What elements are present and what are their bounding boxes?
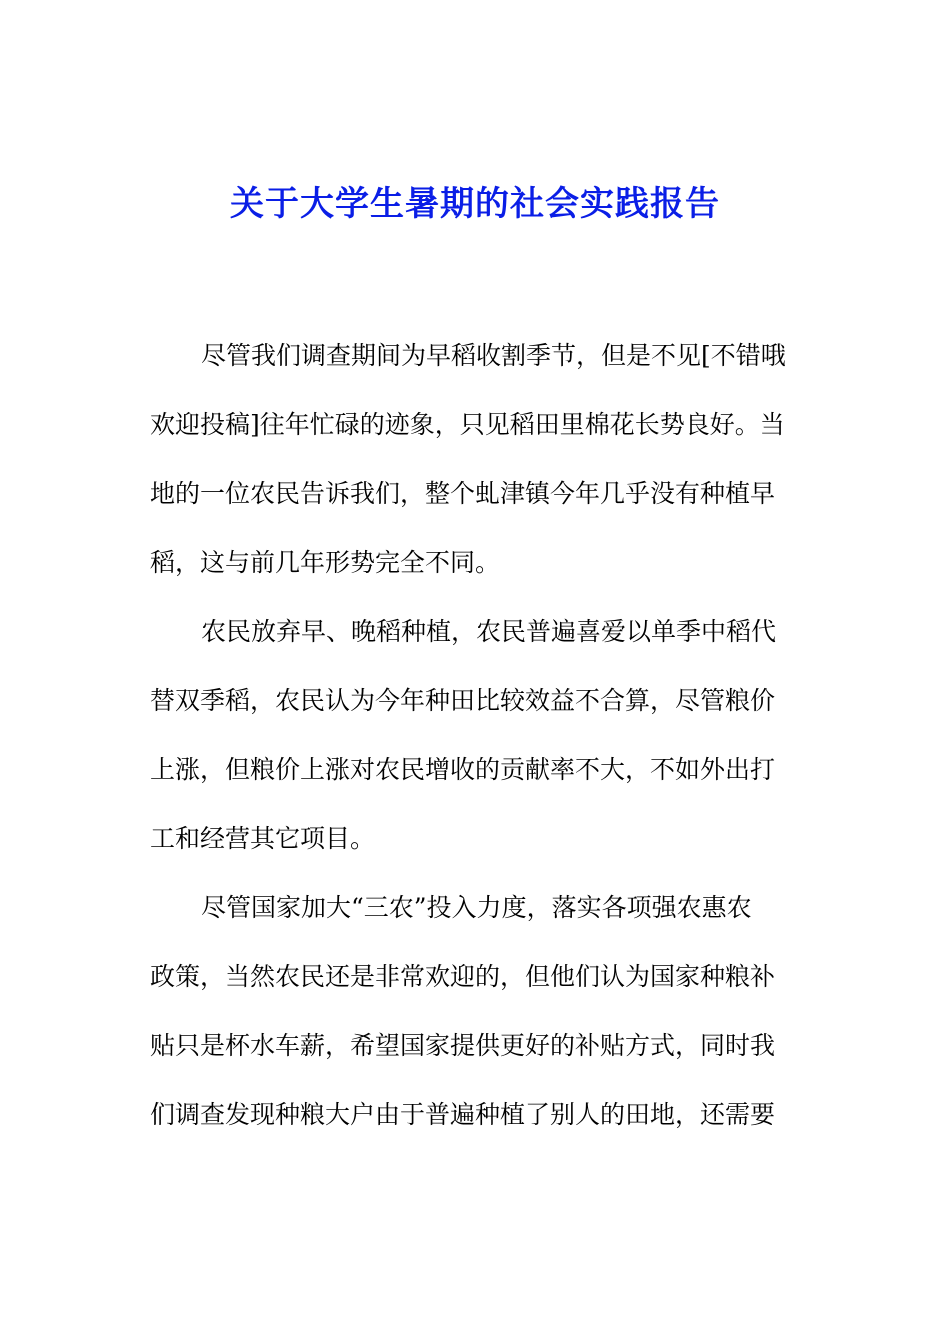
document-title: 关于大学生暑期的社会实践报告: [230, 184, 720, 224]
paragraph-line: 们调查发现种粮大户由于普遍种植了别人的田地，还需要: [150, 1100, 776, 1129]
paragraph-3: [150, 879, 800, 1155]
paragraph-2: [150, 603, 800, 879]
paragraph-line: 贴只是杯水车薪，希望国家提供更好的补贴方式，同时我: [150, 1031, 776, 1060]
paragraph-line: 地的一位农民告诉我们，整个虬津镇今年几乎没有种植早: [150, 479, 776, 508]
paragraph-line: 上涨，但粮价上涨对农民增收的贡献率不大，不如外出打: [150, 755, 776, 784]
paragraph-line: 欢迎投稿]往年忙碌的迹象，只见稻田里棉花长势良好。当: [150, 410, 785, 439]
paragraph-line: 尽管国家加大“三农”投入力度，落实各项强农惠农: [201, 893, 752, 922]
paragraph-line: 尽管我们调查期间为早稻收割季节，但是不见[不错哦: [201, 341, 786, 370]
paragraph-line: 农民放弃早、晚稻种植，农民普遍喜爱以单季中稻代: [201, 617, 777, 646]
document-body: [150, 327, 800, 1155]
paragraph-line: 替双季稻，农民认为今年种田比较效益不合算，尽管粮价: [150, 686, 776, 715]
paragraph-line: 工和经营其它项目。: [150, 824, 376, 853]
paragraph-1: [150, 327, 800, 603]
paragraph-line: 稻，这与前几年形势完全不同。: [150, 548, 501, 577]
paragraph-line: 政策，当然农民还是非常欢迎的，但他们认为国家种粮补: [150, 962, 776, 991]
